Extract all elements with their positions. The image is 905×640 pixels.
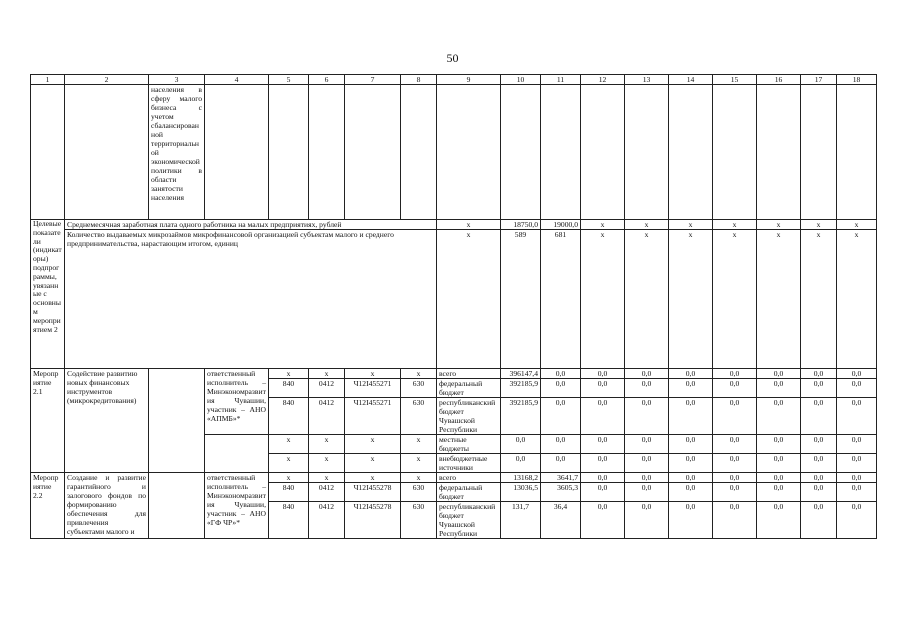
cell: 0,0: [801, 483, 837, 502]
cell: x: [837, 230, 877, 369]
col-num: 9: [437, 75, 501, 85]
cell: 0,0: [581, 502, 625, 539]
funding-source: всего: [437, 473, 501, 483]
col-num: 18: [837, 75, 877, 85]
cell: 0,0: [801, 502, 837, 539]
cell: x: [269, 473, 309, 483]
cell: 0,0: [581, 379, 625, 398]
cell: 630: [401, 379, 437, 398]
cell: 681: [541, 230, 581, 369]
cell: 0,0: [757, 379, 801, 398]
cell: x: [801, 230, 837, 369]
col-num: 15: [713, 75, 757, 85]
cell: 0,0: [757, 369, 801, 379]
cell: 0,0: [757, 473, 801, 483]
cell: 0,0: [541, 369, 581, 379]
target-text: Среднемесячная заработная плата одного работника на малых предприятиях, рублей: [65, 220, 437, 230]
cell: 0,0: [625, 435, 669, 454]
cell: x: [757, 230, 801, 369]
cell: x: [309, 435, 345, 454]
measure-label: Мероприятие 2.1: [31, 369, 65, 473]
cell: x: [309, 454, 345, 473]
cell: 0,0: [801, 454, 837, 473]
target-text: Количество выдаваемых микрозаймов микрофинансовой организацией субъектам малого и среднего предпринимательства, нарастающим итогом, единиц: [65, 230, 437, 369]
cell: 392185,9: [501, 398, 541, 435]
cell: x: [837, 220, 877, 230]
funding-source: всего: [437, 369, 501, 379]
cell: 0,0: [501, 435, 541, 454]
cell: x: [309, 473, 345, 483]
cell: 0,0: [801, 435, 837, 454]
cell: x: [345, 473, 401, 483]
cell: 0,0: [713, 483, 757, 502]
cell: 0,0: [837, 435, 877, 454]
col-num: 17: [801, 75, 837, 85]
cell: 396147,4: [501, 369, 541, 379]
cell: x: [401, 454, 437, 473]
cell: 0,0: [541, 379, 581, 398]
col-num: 10: [501, 75, 541, 85]
cell: x: [669, 230, 713, 369]
cell: x: [269, 454, 309, 473]
cell: 630: [401, 483, 437, 502]
cell: 630: [401, 502, 437, 539]
cell: x: [437, 220, 501, 230]
cell: 630: [401, 398, 437, 435]
cell: 0412: [309, 483, 345, 502]
cell: Ч12I455271: [345, 398, 401, 435]
cell: x: [801, 220, 837, 230]
col-num: 13: [625, 75, 669, 85]
cell: x: [401, 435, 437, 454]
cell: x: [309, 369, 345, 379]
funding-source: местные бюджеты: [437, 435, 501, 454]
cell: 0412: [309, 398, 345, 435]
cell: 0,0: [757, 483, 801, 502]
cell: 0,0: [581, 483, 625, 502]
cell: 589: [501, 230, 541, 369]
cell: 0,0: [541, 398, 581, 435]
cell: 0,0: [625, 502, 669, 539]
cell: x: [401, 369, 437, 379]
funding-source: федеральный бюджет: [437, 483, 501, 502]
measure-executor: ответственный исполнитель – Минэкономразвития Чувашии, участник – АНО «ГФ ЧР»*: [205, 473, 269, 539]
cell: x: [345, 369, 401, 379]
cell: x: [401, 473, 437, 483]
cell: 0,0: [581, 369, 625, 379]
cell: 0,0: [541, 454, 581, 473]
cell: 0412: [309, 379, 345, 398]
cell: x: [713, 220, 757, 230]
targets-label: Целевые показатели (индикаторы) подпрограммы, увязанные с основным мероприятием 2: [31, 220, 65, 369]
cell: 0,0: [757, 454, 801, 473]
cell: 0,0: [713, 398, 757, 435]
cell: 0,0: [669, 369, 713, 379]
measure-name: Содействие развитию новых финансовых инструментов (микрокредитования): [65, 369, 149, 473]
cell: 0,0: [837, 398, 877, 435]
col-num: 14: [669, 75, 713, 85]
cell: Ч12I455278: [345, 483, 401, 502]
cell: x: [713, 230, 757, 369]
funding-source: республиканский бюджет Чувашской Республики: [437, 398, 501, 435]
col-num: 16: [757, 75, 801, 85]
cell: 0412: [309, 502, 345, 539]
continuation-text: населения в сферу малого бизнеса с учетом сбалансированной территориальной экономической политики в области занятости населения: [149, 85, 205, 220]
funding-source: республиканский бюджет Чувашской Республики: [437, 502, 501, 539]
continuation-row: [31, 85, 877, 220]
cell: 3641,7: [541, 473, 581, 483]
cell: 13036,5: [501, 483, 541, 502]
cell: Ч12I455271: [345, 379, 401, 398]
cell: 0,0: [801, 473, 837, 483]
col-num: 11: [541, 75, 581, 85]
cell: x: [625, 220, 669, 230]
cell: 0,0: [541, 435, 581, 454]
cell: 0,0: [669, 379, 713, 398]
cell: 0,0: [713, 473, 757, 483]
cell: 19000,0: [541, 220, 581, 230]
cell: 0,0: [625, 369, 669, 379]
budget-table: [30, 74, 877, 539]
col-num: 12: [581, 75, 625, 85]
cell: 0,0: [669, 454, 713, 473]
cell: x: [581, 230, 625, 369]
target-row: [31, 230, 877, 369]
cell: 0,0: [801, 369, 837, 379]
cell: 0,0: [669, 473, 713, 483]
cell: x: [437, 230, 501, 369]
cell: 0,0: [713, 435, 757, 454]
cell: 0,0: [713, 369, 757, 379]
cell: 0,0: [801, 398, 837, 435]
funding-source: внебюджетные источники: [437, 454, 501, 473]
cell: 840: [269, 483, 309, 502]
cell: 0,0: [581, 473, 625, 483]
cell: 18750,0: [501, 220, 541, 230]
measure-label: Мероприятие 2.2: [31, 473, 65, 539]
cell: 0,0: [757, 435, 801, 454]
cell: 0,0: [837, 502, 877, 539]
cell: 0,0: [837, 379, 877, 398]
measure-row: [31, 473, 877, 483]
cell: 0,0: [837, 473, 877, 483]
col-num: 2: [65, 75, 149, 85]
cell: 0,0: [581, 454, 625, 473]
cell: 0,0: [837, 483, 877, 502]
cell: 392185,9: [501, 379, 541, 398]
cell: 0,0: [837, 369, 877, 379]
col-num: 8: [401, 75, 437, 85]
cell: 0,0: [713, 379, 757, 398]
cell: x: [269, 435, 309, 454]
cell: 0,0: [625, 379, 669, 398]
cell: 131,7: [501, 502, 541, 539]
cell: 840: [269, 379, 309, 398]
col-num: 5: [269, 75, 309, 85]
cell: 0,0: [501, 454, 541, 473]
cell: 0,0: [625, 483, 669, 502]
cell: Ч12I455278: [345, 502, 401, 539]
cell: 0,0: [581, 398, 625, 435]
cell: 0,0: [757, 502, 801, 539]
cell: 0,0: [625, 454, 669, 473]
cell: 0,0: [757, 398, 801, 435]
cell: 0,0: [581, 435, 625, 454]
cell: 0,0: [625, 398, 669, 435]
cell: 0,0: [625, 473, 669, 483]
cell: 36,4: [541, 502, 581, 539]
cell: 13168,2: [501, 473, 541, 483]
cell: x: [345, 435, 401, 454]
cell: 0,0: [713, 502, 757, 539]
target-row: [31, 220, 877, 230]
col-num: 1: [31, 75, 65, 85]
cell: x: [669, 220, 713, 230]
cell: 0,0: [713, 454, 757, 473]
cell: x: [757, 220, 801, 230]
cell: 840: [269, 502, 309, 539]
col-num: 6: [309, 75, 345, 85]
col-num: 3: [149, 75, 205, 85]
measure-executor: ответственный исполнитель – Минэкономразвития Чувашии, участник – АНО «АПМБ»*: [205, 369, 269, 435]
cell: x: [269, 369, 309, 379]
cell: 0,0: [837, 454, 877, 473]
funding-source: федеральный бюджет: [437, 379, 501, 398]
cell: 840: [269, 398, 309, 435]
col-num: 7: [345, 75, 401, 85]
measure-name: Создание и развитие гарантийного и залогового фондов по формированию обеспечения для привлечения субъектами малого и: [65, 473, 149, 539]
cell: 0,0: [669, 483, 713, 502]
cell: x: [345, 454, 401, 473]
cell: 3605,3: [541, 483, 581, 502]
cell: 0,0: [669, 502, 713, 539]
cell: 0,0: [669, 398, 713, 435]
cell: 0,0: [669, 435, 713, 454]
page-number: 50: [446, 51, 459, 65]
column-number-row: [31, 75, 877, 85]
cell: x: [625, 230, 669, 369]
measure-row: [31, 369, 877, 379]
cell: x: [581, 220, 625, 230]
cell: 0,0: [801, 379, 837, 398]
col-num: 4: [205, 75, 269, 85]
